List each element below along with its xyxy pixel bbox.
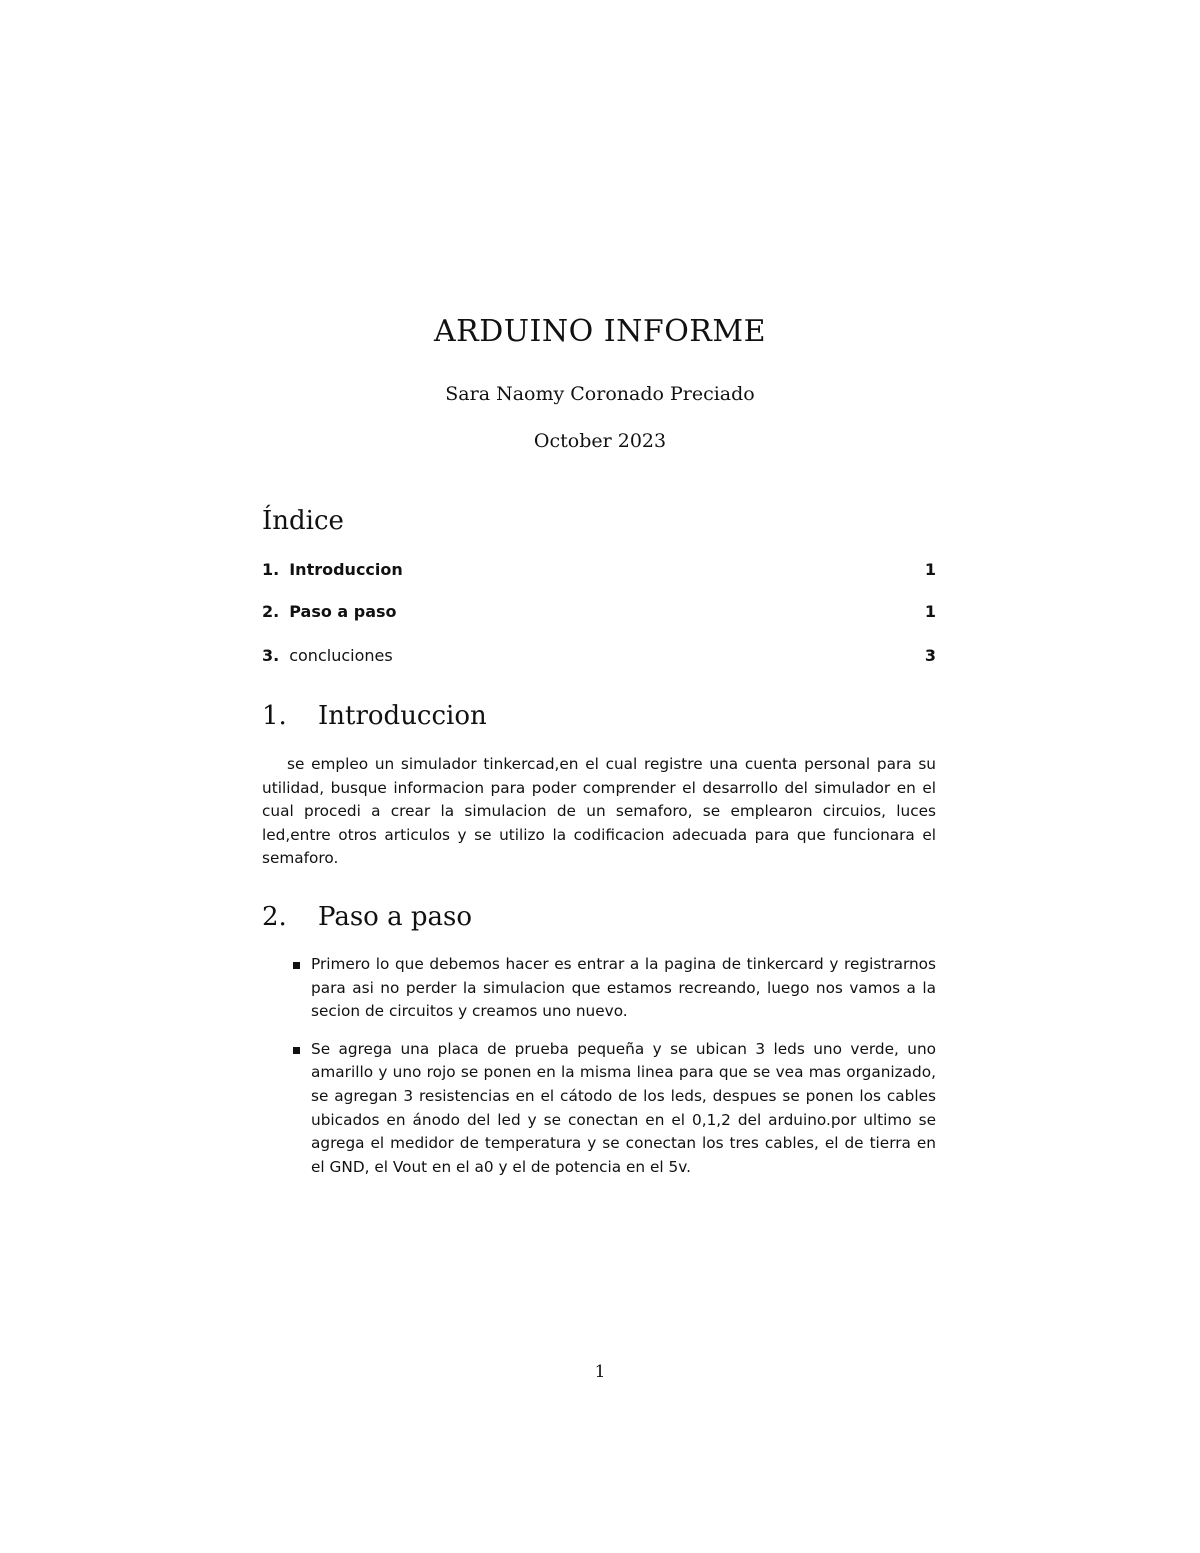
toc-entry-introduccion[interactable] bbox=[262, 560, 936, 579]
section-number: 2. bbox=[262, 902, 287, 932]
toc-entry-paso-a-paso[interactable] bbox=[262, 602, 936, 621]
toc-entry-label: concluciones bbox=[289, 646, 393, 665]
document-title: ARDUINO INFORME bbox=[433, 314, 767, 349]
bullet-square-icon bbox=[293, 1047, 300, 1054]
list-item-text: Primero lo que debemos hacer es entrar a la pagina de tinkercard y registrarnos para asi no perder la simulacion que estamos recreando, luego nos vamos a la secion de circuitos y creamos uno nuevo. bbox=[311, 955, 936, 1021]
toc-entry-page: 1 bbox=[924, 560, 936, 579]
section-title: Paso a paso bbox=[318, 902, 472, 932]
section-heading-paso-a-paso bbox=[262, 902, 472, 932]
toc-entry-concluciones[interactable] bbox=[262, 646, 936, 665]
list-item-text: Se agrega una placa de prueba pequeña y se ubican 3 leds uno verde, uno amarillo y uno rojo se ponen en la misma linea para que se vea mas organizado, se agregan 3 resistencias en el cátodo de los leds, despues se ponen los cables ubicados en ánodo del led y se conectan en el 0,1,2 del arduino.por ultimo se agrega el medidor de temperatura y se conectan los tres cables, el de tierra en el GND, el Vout en el a0 y el de potencia en el 5v. bbox=[311, 1039, 936, 1176]
document-date: October 2023 bbox=[533, 430, 667, 452]
toc-entry-number: 1. bbox=[262, 560, 280, 579]
toc-entry-page: 3 bbox=[924, 646, 936, 665]
section-title: Introduccion bbox=[318, 701, 487, 731]
section-number: 1. bbox=[262, 701, 287, 731]
list-item bbox=[262, 1038, 936, 1180]
toc-heading: Índice bbox=[262, 506, 344, 536]
toc-entry-label: Paso a paso bbox=[289, 602, 397, 621]
document-author: Sara Naomy Coronado Preciado bbox=[445, 383, 755, 405]
section-heading-introduccion bbox=[262, 701, 487, 731]
page-number: 1 bbox=[594, 1362, 606, 1382]
bullet-square-icon bbox=[293, 962, 300, 969]
introduccion-paragraph: se empleo un simulador tinkercad,en el cual registre una cuenta personal para su utilidad, busque informacion para poder comprender el desarrollo del simulador en el cual procedi a crear la simulacion de un semaforo, se emplearon circuios, luces led,entre otros articulos y se utilizo la codificacion adecuada para que funcionara el semaforo. bbox=[262, 755, 936, 868]
steps-list bbox=[262, 953, 936, 1179]
toc-entry-number: 3. bbox=[262, 646, 280, 665]
toc-entry-page: 1 bbox=[924, 602, 936, 621]
list-item bbox=[262, 953, 936, 1024]
toc-entry-label: Introduccion bbox=[289, 560, 403, 579]
toc-entry-number: 2. bbox=[262, 602, 280, 621]
